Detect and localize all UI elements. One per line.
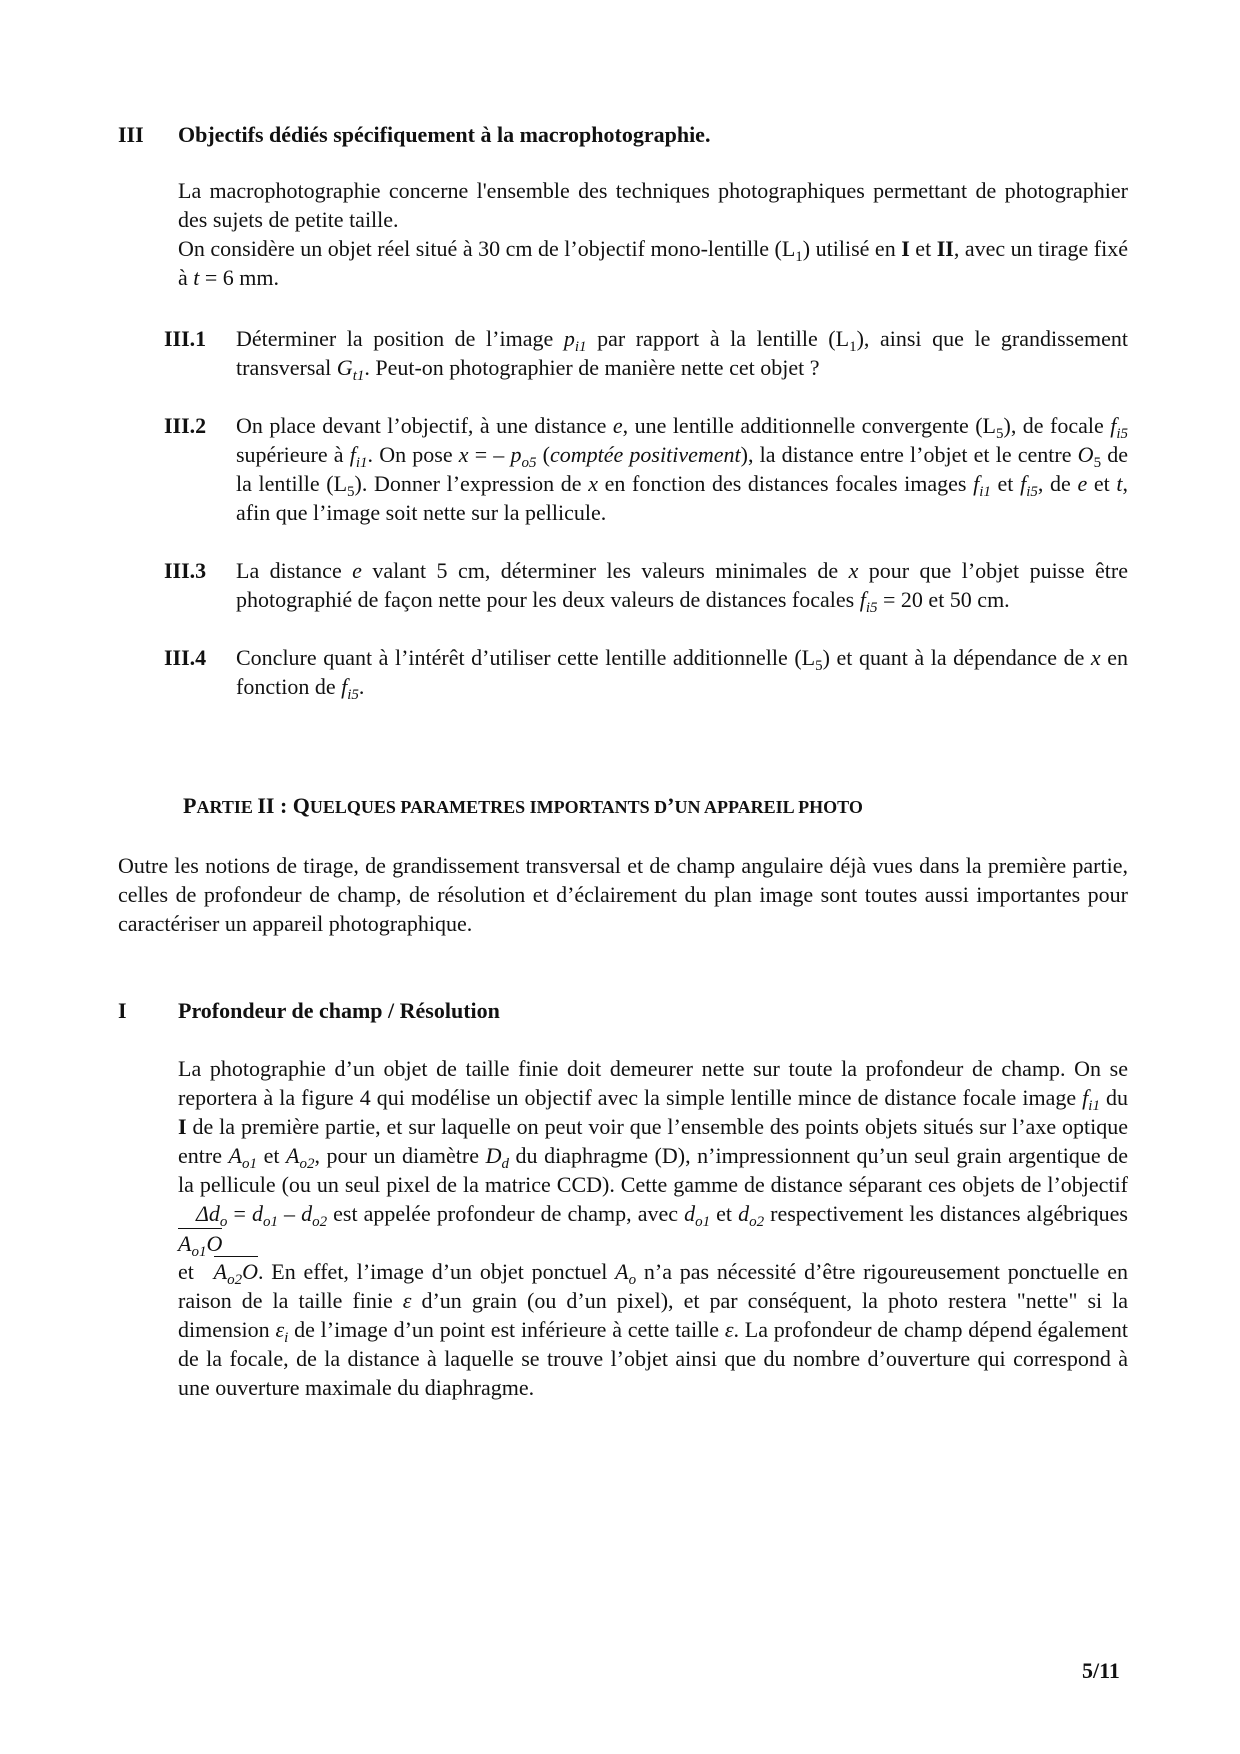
section-body-part1: La photographie d’un objet de taille finie doit demeurer nette sur toute la profondeur de champ. On se reportera à la figure 4 qui modélise un objectif avec la simple lentille mince de distance focale image $f_{i1}$ du I de la première partie, et sur laquelle on peut voir que l’ensemble des points objets situés sur l’axe optique entre $A_{o1}$ et $A_{o2}$, pour un diamètre $D_d$ du diaphragme (D), n’impressionnent qu’un seul grain argentique de la pellicule (ou un seul pixel de la matrice CCD). Cette gamme de distance séparant ces objets de l’objectif $\Delta d_o = d_{o1} - d_{o2}$ est appelée profondeur de champ, avec $d_{o1}$ et $d_{o2}$ respectivement les distances algébriques $A_{o1}O$ — [178, 1056, 1128, 1260]
question-text: La distance e valant 5 cm, déterminer les valeurs minimales de x pour que l’objet puisse être photographié de façon nette pour les deux valeurs de distances focales $f_{i5} = 20$ et 50 cm. — [236, 558, 1128, 616]
section-title: Objectifs dédiés spécifiquement à la macrophotographie. — [178, 122, 711, 147]
section-intro — [178, 176, 1128, 292]
depth-formula: $\Delta d_o = d_{o1} - d_{o2}$ — [196, 1201, 328, 1230]
question-text: Déterminer la position de l’image $p_{i1}$ par rapport à la lentille $(L_1)$, ainsi que le grandissement transversal $G_{t1}$. Peut-on photographier de manière nette cet objet ? — [236, 326, 1128, 384]
intro-paragraph-1: La macrophotographie concerne l'ensemble des techniques photographiques permettant de photographier des sujets de petite taille. — [178, 178, 1128, 232]
vector-Ao2O: $A_{o2}O$ — [214, 1256, 258, 1285]
question-number: III.3 — [164, 558, 207, 583]
part-title: PARTIE II : QUELQUES PARAMETRES IMPORTANTS D’UN APPAREIL PHOTO — [183, 793, 863, 818]
page-number: 5/11 — [1082, 1658, 1120, 1683]
question-number: III.1 — [164, 326, 207, 351]
vector-Ao1O: $A_{o1}O$ — [178, 1228, 222, 1257]
question-text: On place devant l’objectif, à une distance e, une lentille additionnelle convergente $(L_5)$, de focale $f_{i5}$ supérieure à $f_{i1}$. On pose x = – $p_{o5}$ (comptée positivement), la distance entre l’objet et le centre $O_5$ de la lentille $(L_5)$. Donner l’expression de x en fonction des distances focales images $f_{i1}$ et $f_{i5}$, de e et t, afin que l’image soit nette sur la pellicule. — [236, 413, 1128, 525]
section-number: III — [118, 122, 144, 147]
question-number: III.4 — [164, 645, 207, 670]
question-number: III.2 — [164, 413, 207, 438]
question-text: Conclure quant à l’intérêt d’utiliser cette lentille additionnelle $(L_5)$ et quant à la dépendance de x en fonction de $f_{i5}$. — [236, 645, 1129, 703]
part-intro: Outre les notions de tirage, de grandissement transversal et de champ angulaire déjà vues dans la première partie, celles de profondeur de champ, de résolution et d’éclairement du plan image sont toutes aussi importantes pour caractériser un appareil photographique. — [118, 853, 1128, 936]
intro-paragraph-2: On considère un objet réel situé à 30 cm de l’objectif mono-lentille $(L_1)$ utilisé en I et II, avec un tirage fixé à t = 6 mm. — [178, 236, 1128, 290]
section-number: I — [118, 998, 127, 1023]
section-title: Profondeur de champ / Résolution — [178, 998, 500, 1023]
section-body-part2: et $A_{o2}O$. En effet, l’image d’un objet ponctuel $A_o$ n’a pas nécessité d’être rigoureusement ponctuelle en raison de la taille finie ε d’un grain (ou d’un pixel), et par conséquent, la photo restera "nette" si la dimension $\varepsilon_i$ de l’image d’un point est inférieure à cette taille ε. La profondeur de champ dépend également de la focale, de la distance à laquelle se trouve l’objet ainsi que du nombre d’ouverture qui correspond à une ouverture maximale du diaphragme. — [178, 1256, 1128, 1402]
